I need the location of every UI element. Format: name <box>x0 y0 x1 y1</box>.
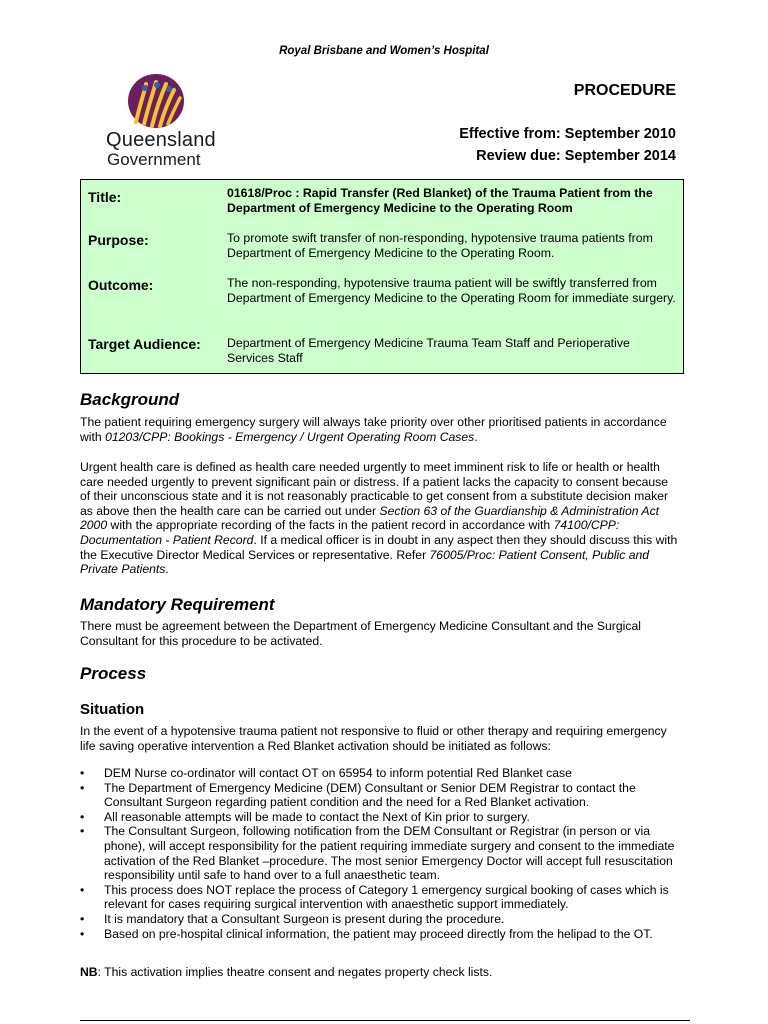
list-item: • DEM Nurse co-ordinator will contact OT on 65954 to inform potential Red Blanket case <box>80 766 572 780</box>
effective-date: Effective from: September 2010 <box>459 126 676 142</box>
background-paragraph-2: Urgent health care is defined as health care needed urgently to meet imminent risk to life or health or health care needed urgently to prevent significant pain or distress. If a patient lacks the capacity to consent because of their unconscious state and it is not reasonably practicable to get consent from a substitute decision maker as above then the health care can be carried out under Section 63 of the Guardianship & Administration Act 2000 with the appropriate recording of the facts in the patient record in accordance with 74100/CPP: Documentation - Patient Record. If a medical officer is in doubt in any aspect then they should discuss this with the Executive Director Medical Services or representative. Refer 76005/Proc: Patient Consent, Public and Private Patients. <box>80 460 678 577</box>
consent-procedure-reference: 76005/Proc: Patient Consent, Public and Private Patients <box>80 547 650 577</box>
mandatory-requirement-text: There must be agreement between the Department of Emergency Medicine Consultant and the Surgical Consultant for this procedure to be activated. <box>80 619 641 648</box>
nb-text: : This activation implies theatre consent and negates property check lists. <box>97 965 493 979</box>
purpose-label: Purpose: <box>88 232 149 248</box>
nb-note <box>80 965 492 979</box>
queensland-government-logo <box>106 72 216 172</box>
list-item: • This process does NOT replace the process of Category 1 emergency surgical booking of cases which is relevant for cases requiring surgical intervention with anaesthetic support immediately. <box>80 882 669 912</box>
background-paragraph-1: The patient requiring emergency surgery will always take priority over other prioritised patients in accordance with 01203/CPP: Bookings - Emergency / Urgent Operating Room Cases. <box>80 415 667 444</box>
list-item: • The Department of Emergency Medicine (DEM) Consultant or Senior DEM Registrar to contact the Consultant Surgeon regarding patient condition and the need for a Red Blanket activation. <box>80 780 636 810</box>
list-item: • Based on pre-hospital clinical information, the patient may proceed directly from the helipad to the OT. <box>80 926 653 941</box>
bullet-icon: • <box>80 766 85 780</box>
title-label: Title: <box>88 189 122 205</box>
bullet-icon: • <box>80 824 85 839</box>
purpose-value: To promote swift transfer of non-responding, hypotensive trauma patients from Department of Emergency Medicine to the Operating Room. <box>227 231 653 260</box>
situation-intro: In the event of a hypotensive trauma patient not responsive to fluid or other therapy and requiring emergency life saving operative intervention a Red Blanket activation should be initiated as follows: <box>80 724 667 753</box>
process-bullet-list <box>80 766 690 941</box>
guardianship-act-reference: Section 63 of the Guardianship & Administration Act 2000 <box>80 503 660 533</box>
audience-label: Target Audience: <box>88 336 201 352</box>
background-heading: Background <box>80 390 180 409</box>
procedure-info-box <box>80 179 684 374</box>
document-type: PROCEDURE <box>573 82 676 99</box>
process-heading: Process <box>80 664 147 683</box>
logo-text-government: Government <box>107 150 201 169</box>
footer-divider <box>80 1020 690 1021</box>
logo-text-queensland: Queensland <box>106 129 216 151</box>
list-item: • The Consultant Surgeon, following notification from the DEM Consultant or Registrar (in person or via phone), will accept responsibility for the patient requiring immediate surgery and consent to the immediate activation of the Red Blanket –procedure. The most senior Emergency Doctor will accept full resuscitation responsibility until safe to hand over to a full anaesthetic team. <box>80 824 675 883</box>
title-value: 01618/Proc : Rapid Transfer (Red Blanket) of the Trauma Patient from the Department of Emergency Medicine to the Operating Room <box>227 186 653 215</box>
bullet-icon: • <box>80 882 85 897</box>
outcome-label: Outcome: <box>88 277 154 293</box>
review-date: Review due: September 2014 <box>476 148 676 164</box>
bullet-icon: • <box>80 780 85 795</box>
logo-emblem-icon <box>124 72 188 130</box>
list-item: • It is mandatory that a Consultant Surgeon is present during the procedure. <box>80 911 505 926</box>
situation-subheading: Situation <box>80 701 145 718</box>
bullet-icon: • <box>80 926 85 941</box>
nb-label: NB <box>80 965 98 979</box>
bullet-icon: • <box>80 911 85 926</box>
mandatory-requirement-heading: Mandatory Requirement <box>80 595 275 614</box>
outcome-value: The non-responding, hypotensive trauma patient will be swiftly transferred from Department of Emergency Medicine to the Operating Room for immediate surgery. <box>227 276 676 305</box>
hospital-name: Royal Brisbane and Women’s Hospital <box>279 45 489 57</box>
documentation-policy-reference: 74100/CPP: Documentation - Patient Record <box>80 518 620 547</box>
list-item: • All reasonable attempts will be made to contact the Next of Kin prior to surgery. <box>80 809 530 824</box>
bookings-policy-reference: 01203/CPP: Bookings - Emergency / Urgent Operating Room Cases <box>105 429 475 444</box>
bullet-icon: • <box>80 809 85 824</box>
audience-value: Department of Emergency Medicine Trauma Team Staff and Perioperative Services Staff <box>227 336 630 365</box>
